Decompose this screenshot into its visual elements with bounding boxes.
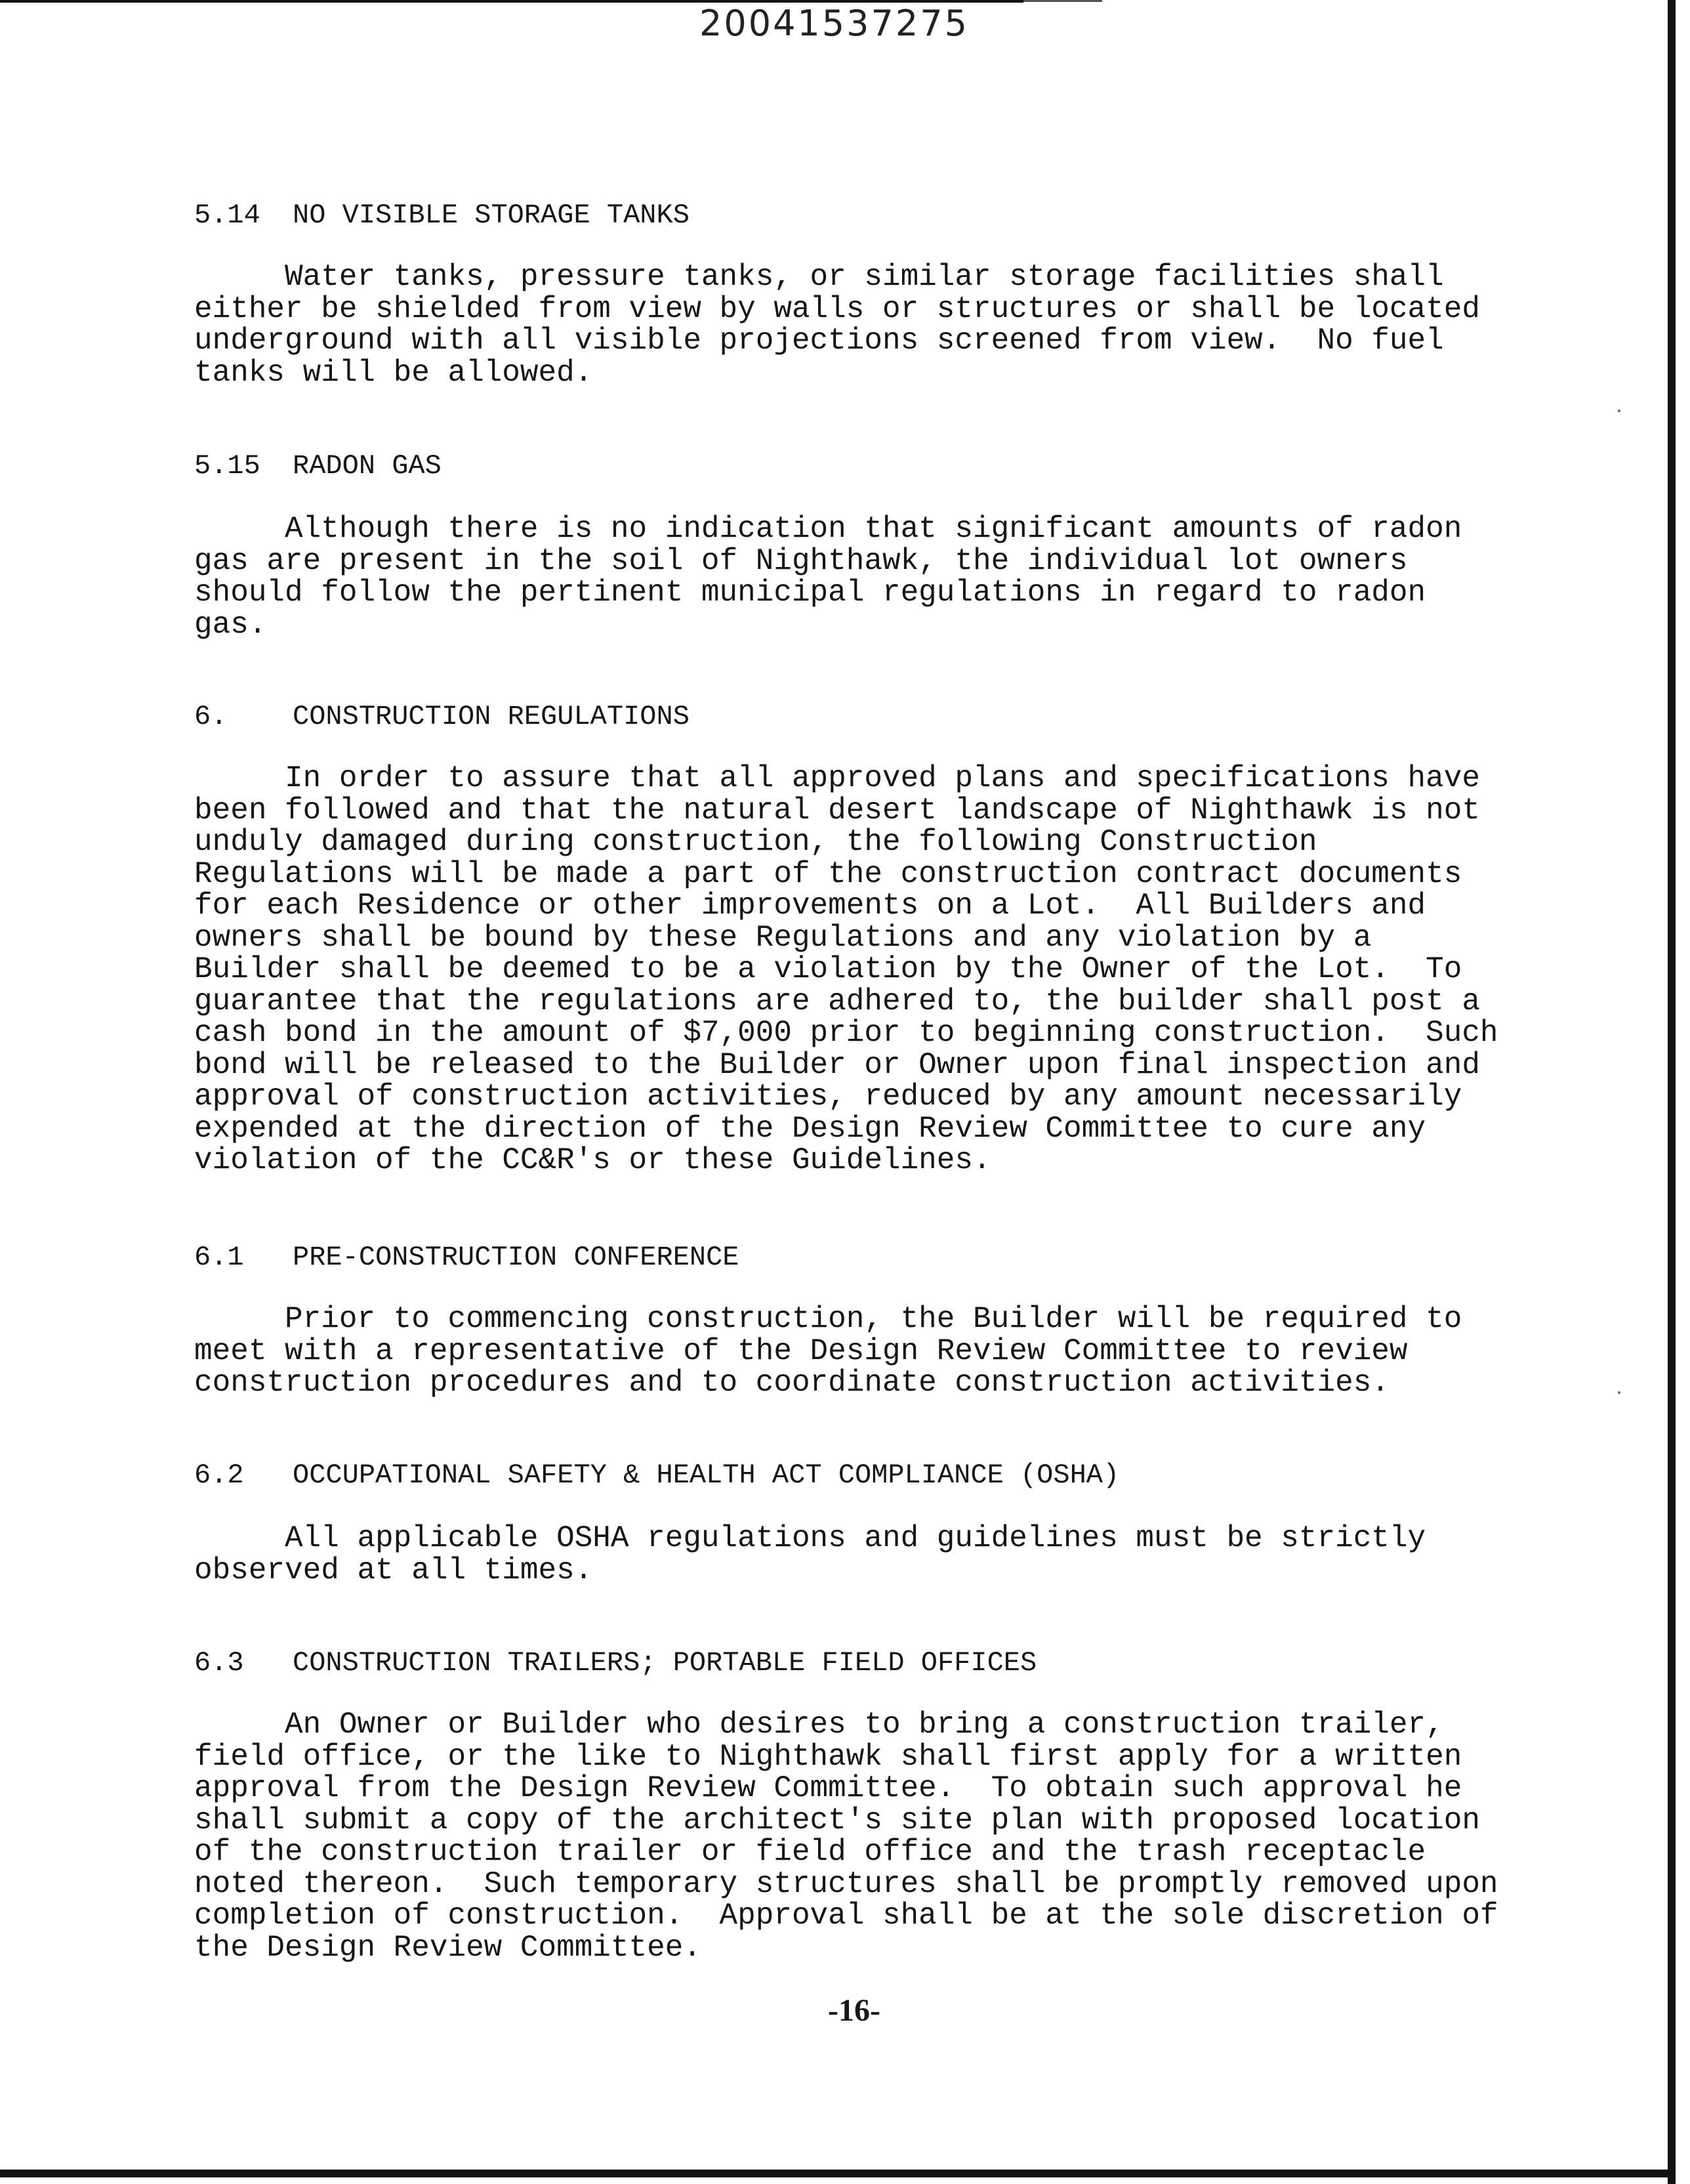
section-body-6-1: [194, 1303, 1546, 1399]
section-title: OCCUPATIONAL SAFETY & HEALTH ACT COMPLIANCE (OSHA): [293, 1460, 1120, 1491]
section-heading-6-3: [194, 1647, 1037, 1679]
section-number: 6.2: [194, 1460, 244, 1491]
body-line: Prior to commencing construction, the Builder will be required to: [194, 1302, 1462, 1336]
body-line: Regulations will be made a part of the construction contract documents: [194, 856, 1462, 891]
section-title: PRE-CONSTRUCTION CONFERENCE: [293, 1242, 739, 1273]
page-number: -16-: [828, 1993, 880, 2028]
section-number: 5.14: [194, 200, 260, 231]
body-line: observed at all times.: [194, 1553, 593, 1587]
body-line: meet with a representative of the Design Review Committee to review: [194, 1334, 1408, 1368]
body-line: In order to assure that all approved plans and specifications have: [194, 761, 1480, 795]
section-number: 5.15: [194, 450, 260, 482]
section-heading-6-1: [194, 1242, 739, 1273]
body-line: Water tanks, pressure tanks, or similar storage facilities shall: [194, 260, 1444, 294]
body-line: guarantee that the regulations are adhered to, the builder shall post a: [194, 984, 1480, 1018]
section-title: RADON GAS: [293, 450, 442, 482]
section-heading-5-15: [194, 450, 442, 482]
section-body-6-3: [194, 1709, 1546, 1964]
body-line: the Design Review Committee.: [194, 1930, 701, 1965]
scan-speck: [1618, 410, 1620, 412]
scan-edge-right: [1668, 0, 1676, 2184]
body-line: should follow the pertinent municipal regulations in regard to radon: [194, 576, 1426, 610]
body-line: tanks will be allowed.: [194, 355, 593, 390]
scan-speck: [1618, 1391, 1620, 1394]
body-line: completion of construction. Approval shall be at the sole discretion of: [194, 1899, 1498, 1933]
body-line: unduly damaged during construction, the following Construction: [194, 825, 1317, 859]
section-heading-6: [194, 701, 690, 732]
body-line: owners shall be bound by these Regulations and any violation by a: [194, 920, 1372, 955]
section-body-5-15: [194, 513, 1546, 640]
body-line: construction procedures and to coordinate construction activities.: [194, 1366, 1390, 1400]
body-line: approval from the Design Review Committee. To obtain such approval he: [194, 1771, 1462, 1805]
section-title: CONSTRUCTION REGULATIONS: [293, 701, 690, 732]
body-line: shall submit a copy of the architect's site plan with proposed location: [194, 1803, 1480, 1838]
body-line: gas.: [194, 607, 267, 642]
scan-edge-bottom: [0, 2170, 1676, 2177]
section-title: NO VISIBLE STORAGE TANKS: [293, 200, 690, 231]
body-line: field office, or the like to Nighthawk shall first apply for a written: [194, 1739, 1462, 1774]
scan-edge-top-faint: [1023, 0, 1102, 2]
body-line: been followed and that the natural desert landscape of Nighthawk is not: [194, 793, 1480, 828]
section-heading-6-2: [194, 1460, 1119, 1491]
section-title: CONSTRUCTION TRAILERS; PORTABLE FIELD OFFICES: [293, 1647, 1037, 1679]
body-line: bond will be released to the Builder or Owner upon final inspection and: [194, 1047, 1480, 1082]
body-line: All applicable OSHA regulations and guidelines must be strictly: [194, 1521, 1426, 1555]
body-line: cash bond in the amount of $7,000 prior to beginning construction. Such: [194, 1016, 1498, 1050]
section-number: 6.1: [194, 1242, 244, 1273]
body-line: An Owner or Builder who desires to bring a construction trailer,: [194, 1708, 1444, 1742]
body-line: of the construction trailer or field office and the trash receptacle: [194, 1835, 1426, 1869]
body-line: noted thereon. Such temporary structures shall be promptly removed upon: [194, 1866, 1498, 1901]
body-line: violation of the CC&R's or these Guidelines.: [194, 1143, 991, 1177]
section-number: 6.: [194, 701, 228, 732]
section-heading-5-14: [194, 200, 690, 231]
section-number: 6.3: [194, 1647, 244, 1679]
body-line: approval of construction activities, reduced by any amount necessarily: [194, 1080, 1462, 1114]
body-line: for each Residence or other improvements on a Lot. All Builders and: [194, 889, 1426, 923]
body-line: Builder shall be deemed to be a violation by the Owner of the Lot. To: [194, 952, 1462, 986]
section-body-6: [194, 763, 1546, 1177]
body-line: Although there is no indication that significant amounts of radon: [194, 512, 1462, 546]
body-line: gas are present in the soil of Nighthawk, the individual lot owners: [194, 543, 1408, 578]
document-number: 20041537275: [699, 3, 969, 44]
section-body-5-14: [194, 261, 1546, 388]
body-line: either be shielded from view by walls or structures or shall be located: [194, 291, 1480, 326]
body-line: underground with all visible projections screened from view. No fuel: [194, 324, 1444, 358]
body-line: expended at the direction of the Design Review Committee to cure any: [194, 1111, 1426, 1146]
section-body-6-2: [194, 1522, 1546, 1586]
